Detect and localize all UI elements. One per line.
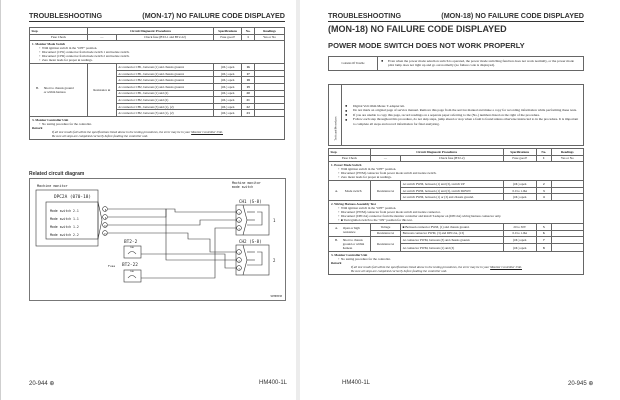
step-3-title: 3. Monitor Controller Unit (331, 252, 368, 257)
step-a-method: Resistance Ω (370, 181, 400, 201)
reading-cell[interactable] (551, 181, 583, 188)
no-cell: 19 (242, 83, 255, 90)
no-cell: 18 (242, 77, 255, 84)
reading-cell[interactable] (551, 237, 583, 244)
tools-item-text: Digital Volt Ohm Meter. T-adapter kit. (353, 103, 405, 108)
ch-pin: 3 (238, 228, 240, 231)
step-1-bullet: • Disconnect (CH2) connector from mode switch 2 and isolate switch. (42, 54, 282, 58)
no-cell: 20 (242, 90, 255, 97)
no-cell: 23 (242, 110, 255, 117)
header-title: (MON-18) NO FAILURE CODE DISPLAYED (441, 11, 584, 20)
table-row (329, 223, 584, 230)
pin-number: 9 (104, 217, 107, 220)
table-header-row (30, 28, 285, 35)
mode-switch-label-2: mode switch (232, 184, 254, 189)
circuit-diagram (29, 178, 286, 301)
spec-cell: (OL) open (503, 194, 536, 201)
dpc2a-label: DPC2A (070-18) (54, 195, 92, 200)
step-1-bullet: • With ignition switch in the "OFF" position. (42, 46, 282, 50)
col-spec: Specifications (503, 149, 536, 156)
col-readings: Readings (255, 28, 285, 35)
fuse-check-label: Fuse Check (30, 34, 88, 41)
fuse-label: Fuse (108, 264, 116, 268)
switch-label: Mode switch 1-2 (50, 225, 79, 229)
footer-model: HM400-1L (259, 380, 288, 386)
spec-cell: 0.0 to 1.0Ω (503, 187, 536, 194)
reading-cell[interactable] (551, 194, 583, 201)
diagram-title: Related circuit diagram (29, 171, 85, 177)
reading-cell[interactable] (551, 230, 583, 237)
reading-cell[interactable] (255, 103, 285, 110)
reading-cell[interactable] (255, 110, 285, 117)
switch-number-1: 1 (273, 218, 276, 223)
no-cell: 5 (536, 223, 551, 230)
no-cell: 8 (536, 244, 551, 251)
header-title: (MON-17) NO FAILURE CODE DISPLAYED (142, 11, 285, 20)
fuse-check-label: Fuse Check (329, 155, 371, 162)
step-2b-desc: Short to chassis ground or within harness (342, 237, 365, 250)
bullet-icon: ● (345, 116, 348, 122)
step-3-row (329, 251, 584, 274)
spec-cell: (OL) open (214, 90, 242, 97)
remark-text-2: Be sure all steps are completed correctly before faulting the controller unit. (351, 268, 448, 273)
proc-cell: At connector CH1, between (3) and (1), (2) (116, 103, 213, 110)
fuse-check-no: 1 (242, 34, 255, 41)
no-cell: 6 (536, 230, 551, 237)
col-readings: Readings (551, 149, 583, 156)
step-b-method: Resistance Ω (87, 64, 116, 117)
table-header-row (329, 149, 584, 156)
step-1-row (329, 162, 584, 181)
tools-label: Tools and Procedures (334, 116, 338, 141)
step-2-bullet: • Disconnect (DPC2A) connector from the monitor controller and install T-adapter on (DPC2A) wiring harness connector only. (341, 214, 581, 218)
step-1-title: 1. Monitor Mode Switch (32, 42, 66, 47)
pin-number: 15 (104, 233, 107, 236)
switch-list (50, 207, 79, 239)
proc-cell: At connector PWM, between (3) and chassis ground. (401, 237, 503, 244)
reading-cell[interactable] (255, 64, 285, 71)
fuse-rating: 10A (130, 271, 134, 273)
spec-cell: (OL) open (214, 77, 242, 84)
reading-cell[interactable] (255, 90, 285, 97)
step-3-bullet: • No testing procedure for the controller. (341, 257, 581, 261)
fuse-check-no: 1 (536, 155, 551, 162)
page-header (29, 11, 285, 22)
spec-cell: (OL) open (214, 103, 242, 110)
diagnostic-table (29, 27, 285, 140)
fuse-check-dash: — (87, 34, 116, 41)
ch-pin: 1 (238, 212, 240, 215)
diagnostic-table (328, 148, 584, 275)
tools-item (345, 117, 580, 126)
step-3-bullet: • No testing procedure for the controller. (42, 122, 282, 126)
no-cell: 7 (536, 237, 551, 244)
bullet-icon: ● (381, 58, 384, 63)
no-cell: 22 (242, 103, 255, 110)
bt2-22-label: BT2-22 (122, 263, 138, 268)
spec-cell: (OL) open (214, 83, 242, 90)
spec-cell: (OL) open (503, 181, 536, 188)
step-2b-label: B. (335, 237, 338, 242)
spec-cell: (OL) open (214, 70, 242, 77)
proc-cell: At connector CH1, between (1) and (2) (116, 90, 213, 97)
spec-cell: 20 to 30V (503, 223, 536, 230)
no-cell: 21 (242, 97, 255, 104)
remark-link: Monitor Controller Unit. (191, 129, 223, 134)
col-step: Step. (329, 149, 371, 156)
bullet-icon: ● (345, 112, 348, 118)
method-cell: Resistance Ω (370, 230, 400, 237)
wire (141, 254, 236, 268)
remark-label: Remark (331, 260, 342, 265)
proc-cell: At connector PWM, between (1) and (3) (401, 244, 503, 251)
fuse-check-dash: — (370, 155, 400, 162)
spec-cell: (OL) open (214, 110, 242, 117)
reading-cell[interactable] (551, 223, 583, 230)
wire (108, 220, 236, 225)
spec-cell: (OL) open (214, 97, 242, 104)
ch1-pins (237, 210, 241, 234)
step-1-bullet: • With ignition switch in the "OFF" position. (341, 167, 581, 171)
page-subtitle: POWER MODE SWITCH DOES NOT WORK PROPERLY (328, 41, 525, 50)
tools-item-text: Do not mark on original page of service manual. Remove this page from the service manual and make a copy for recording information while performing these tests. (353, 108, 577, 113)
table-row (30, 64, 285, 71)
pin-numbers (103, 207, 108, 239)
wire (141, 228, 236, 278)
reading-cell[interactable] (551, 187, 583, 194)
step-2a-desc: Open or high resistance (342, 226, 360, 235)
col-procedure: Circuit Diagnostic Procedures (370, 149, 503, 156)
ch1-label: CH1 (S-8) (239, 199, 262, 204)
spec-cell: (OL) open (503, 244, 536, 251)
reading-cell[interactable] (255, 70, 285, 77)
contents-label: Contents Of Trouble (329, 57, 378, 71)
fuse-check-procedure: Check fuse (BT2-1 and BT2-22) (116, 34, 213, 41)
fuse-check-procedure: Check fuse (BT2-2) (401, 155, 503, 162)
step-1-bullet: • Disconnect (PWM) connector from power mode switch and isolate switch. (341, 171, 581, 175)
remark-link: Monitor Controller Unit. (490, 264, 522, 269)
proc-cell: At switch PWM, between (1) or (3) and chassis ground. (401, 194, 503, 201)
step-b-label: B. (36, 86, 39, 91)
tools-item-text: If you are unable to copy this page, record readings on a separate paper referring to the (No.) numbers listed on the right of the procedure. (353, 112, 540, 117)
reading-cell[interactable] (551, 244, 583, 251)
bullet-icon: ● (345, 107, 348, 113)
proc-cell: At switch PWM, between (1) and (3), switch UP (401, 181, 503, 188)
reading-cell[interactable] (255, 77, 285, 84)
remark-text: If all test results fall within the specifications listed above in the testing procedures, the error may be in your (351, 264, 491, 269)
proc-cell: At switch PWM, between (1) and (3), switch DOWN (401, 187, 503, 194)
no-cell: 16 (242, 64, 255, 71)
step-a-label: A. (335, 188, 339, 193)
table-row (329, 181, 584, 188)
header-section: TROUBLESHOOTING (29, 11, 103, 20)
switch-number-2: 2 (273, 258, 276, 263)
proc-cell: At connector CH2, between (1) and (2) (116, 97, 213, 104)
remark-label: Remark (32, 125, 43, 130)
ch-pin: 3 (238, 268, 240, 271)
spec-cell: 0.0 to 1.0Ω (503, 230, 536, 237)
switch-label: Mode switch 2-2 (50, 233, 79, 237)
spec-cell: (OL) open (214, 64, 242, 71)
col-no: No. (242, 28, 255, 35)
footer-page-number: 20-945 ⊕ (568, 381, 594, 387)
method-cell: Voltage (370, 223, 400, 230)
ch-pin: 1 (238, 252, 240, 255)
proc-cell: At connector CH2, between (2) and chassis ground. (116, 83, 213, 90)
step-2a-label: A. (335, 226, 339, 231)
bullet-icon: ● (345, 103, 348, 109)
col-no: No. (536, 149, 551, 156)
step-1-row (30, 41, 285, 64)
proc-cell: At connector CH2, between (3) and (1), (2) (116, 110, 213, 117)
reading-cell[interactable] (255, 97, 285, 104)
ch-pin: 2 (238, 220, 240, 223)
pin-number: 16 (104, 225, 107, 228)
page-header (328, 11, 584, 22)
machine-monitor-label: Machine monitor (37, 184, 68, 188)
step-1-bullet: • Disconnect (CH1) connector from mode switch 1 and isolate switch. (42, 50, 282, 54)
step-1-bullet: • Zero meter leads for proper Ω readings. (341, 175, 581, 179)
fuse-check-row (329, 155, 584, 162)
step-2b-method: Resistance Ω (370, 237, 400, 252)
tools-item-text: Follow each step throughout this procedure, do not skip steps, jump ahead or stop when a fault is found unless otherwise instructed to in the procedure. It is important to complete all steps and record information for final analyzing. (353, 117, 579, 126)
ch2-pins (237, 250, 241, 274)
ch-pin: 2 (238, 260, 240, 263)
proc-cell: At connector CH1, between (2) and chassis ground. (116, 70, 213, 77)
step-1-bullet: • Zero meter leads for proper Ω readings. (42, 58, 282, 62)
mode-switch-label (232, 182, 261, 189)
contents-text: Even when the power mode selection switch is operated, the power mode switching function does not work normally, or the power mode pilot lamp does not light up and go out normally (no failure code is displayed). (388, 59, 574, 68)
fuse-rating: 10A (130, 247, 134, 249)
col-step: Step. (30, 28, 88, 35)
step-2-title: 2. Wiring Harness Assembly Test (331, 201, 376, 206)
spec-cell: (OL) open (503, 237, 536, 244)
switch-label: Mode switch 2-1 (50, 209, 79, 213)
no-cell: 3 (536, 187, 551, 194)
col-spec: Specifications (214, 28, 242, 35)
fuse-check-spec: Fuse good? (503, 155, 536, 162)
no-cell: 17 (242, 70, 255, 77)
fuse-check-spec: Fuse good? (214, 34, 242, 41)
table-row (329, 237, 584, 244)
header-section: TROUBLESHOOTING (328, 11, 402, 20)
wire (108, 209, 236, 217)
proc-cell: At connector CH1, between (1) and chassis ground. (116, 64, 213, 71)
step-2-bullet: • With ignition switch in the "OFF" position. (341, 206, 581, 210)
no-cell: 4 (536, 194, 551, 201)
contents-of-trouble-box (328, 56, 584, 71)
fuse-check-row (30, 34, 285, 41)
fuse-check-reading: Yes or No (255, 34, 285, 41)
switch-label: Mode switch 1-1 (50, 217, 79, 221)
left-page (0, 0, 297, 400)
col-procedure: Circuit Diagnostic Procedures (87, 28, 213, 35)
proc-cell: At connector CH2, between (1) and chassis ground. (116, 77, 213, 84)
reading-cell[interactable] (255, 83, 285, 90)
fuse-check-reading: Yes or No (551, 155, 583, 162)
ch2-label: CH2 (S-8) (239, 239, 262, 244)
step-1-title: 1. Power Mode Switch (331, 163, 362, 168)
footer-model: HM400-1L (342, 380, 371, 386)
proc-cell: Between connector PWM, (3) and DPC2A, (13) (401, 230, 503, 237)
step-2-bullet: • Disconnect (PWM) connector from power mode switch and isolate connector. (341, 210, 581, 214)
footer-page-number: 20-944 ⊕ (29, 381, 55, 387)
diagram-code: 9JM08538 (270, 295, 282, 298)
tools-procedures-box (328, 84, 584, 146)
pin-number: 8 (104, 209, 107, 212)
step-2-row (329, 200, 584, 223)
step-b-desc: Short to chassis ground or within harness (43, 86, 74, 95)
remark-text-2: Be sure all steps are completed correctly before faulting the controller unit. (52, 133, 149, 138)
mode-switch-label-1: Machine monitor (232, 181, 261, 185)
step-3-title: 3. Monitor Controller Unit (32, 117, 69, 122)
proc-cell: ■ Between connector PWM, (1) and chassis ground. (401, 223, 503, 230)
step-2-bullet: • ■ Turn ignition switch to the "ON" position for this test. (341, 218, 581, 222)
step-a-desc: Mode switch (344, 188, 362, 193)
remark-text: If all test results fall within the specifications listed above in the testing procedures, the error may be in your (52, 129, 192, 134)
wire (108, 209, 236, 260)
page-title: (MON-18) NO FAILURE CODE DISPLAYED (328, 24, 507, 34)
no-cell: 2 (536, 181, 551, 188)
right-page (300, 0, 620, 400)
bt2-2-label: BT2-2 (124, 240, 138, 245)
step-3-row (30, 116, 285, 139)
